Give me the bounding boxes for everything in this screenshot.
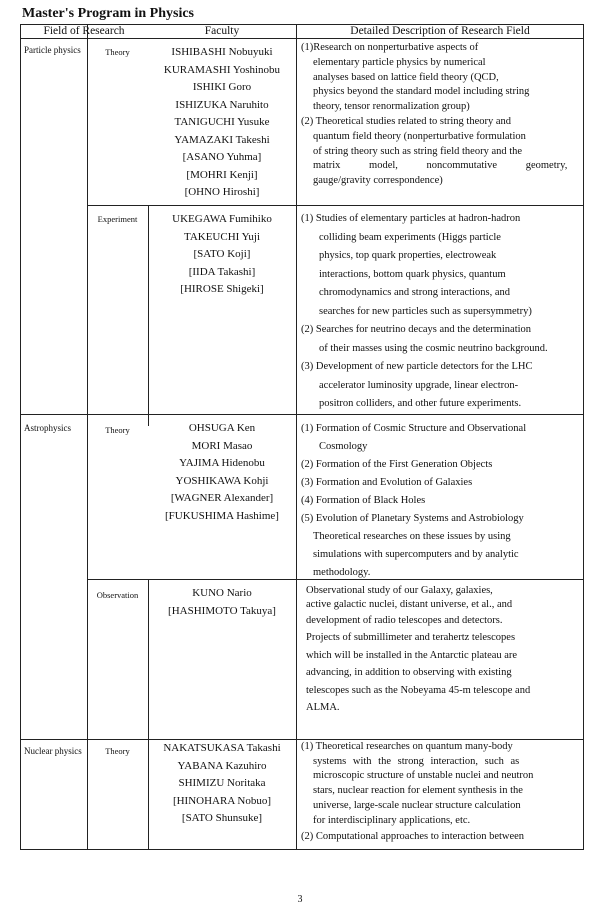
faculty-name: [HASHIMOTO Takuya] — [168, 604, 276, 617]
description-line: stars, nuclear reaction for element synthesis in the — [313, 785, 523, 797]
faculty-name: ISHIBASHI Nobuyuki — [171, 46, 273, 58]
faculty-list-nuclear-theory — [148, 740, 296, 828]
description-line: (3) Formation and Evolution of Galaxies — [301, 477, 473, 488]
description-line: (2) Searches for neutrino decays and the determination — [301, 324, 532, 335]
field-astrophysics: Astrophysics — [24, 423, 71, 433]
faculty-name: TANIGUCHI Yusuke — [174, 116, 270, 128]
faculty-name: YABANA Kazuhiro — [177, 759, 267, 772]
description-line: accelerator luminosity upgrade, linear electron- — [319, 379, 519, 391]
description-line: colliding beam experiments (Higgs particle — [319, 231, 501, 243]
faculty-name: [HIROSE Shigeki] — [180, 283, 264, 295]
faculty-name: [HINOHARA Nobuo] — [172, 794, 272, 807]
description-line: universe, large-scale nuclear structure calculation — [313, 799, 521, 811]
faculty-name: ISHIKI Goro — [192, 81, 252, 93]
document-title: Master's Program in Physics — [22, 6, 194, 21]
faculty-list-particle-experiment — [148, 211, 296, 299]
description-astro-observation — [306, 584, 582, 717]
description-line: physics beyond the standard model including string — [313, 86, 530, 98]
faculty-name: UKEGAWA Fumihiko — [172, 213, 272, 225]
header-field-of-research: Field of Research — [43, 25, 125, 37]
description-line: (1) Formation of Cosmic Structure and Observational — [301, 423, 527, 434]
description-nuclear-theory — [301, 740, 581, 845]
description-particle-theory — [301, 41, 581, 189]
description-line: (5) Evolution of Planetary Systems and Astrobiology — [301, 513, 524, 524]
faculty-name: [SATO Koji] — [193, 248, 251, 260]
faculty-name: [IIDA Takashi] — [188, 265, 256, 278]
subfield-astro-theory: Theory — [105, 425, 130, 435]
description-line: simulations with supercomputers and by analytic — [313, 549, 519, 560]
faculty-name: SHIMIZU Noritaka — [178, 777, 266, 789]
description-line: for interdisciplinary applications, etc. — [313, 814, 471, 826]
subfield-particle-experiment: Experiment — [97, 214, 138, 224]
header-description: Detailed Description of Research Field — [350, 25, 530, 37]
description-line: microscopic structure of unstable nuclei and neutron — [313, 770, 534, 782]
faculty-name: YAMAZAKI Takeshi — [174, 133, 270, 146]
description-line: elementary particle physics by numerical — [313, 56, 486, 68]
description-line: (4) Formation of Black Holes — [301, 495, 426, 506]
description-line: quantum field theory (nonperturbative formulation — [313, 130, 526, 142]
field-nuclear-physics: Nuclear physics — [24, 746, 82, 756]
table-border-left — [20, 24, 21, 850]
description-line: analyses based on lattice field theory (QCD, — [313, 71, 499, 83]
description-line: advancing, in addition to observing with existing — [306, 667, 512, 678]
description-line: theory, tensor renormalization group) — [313, 101, 470, 113]
description-line: methodology. — [313, 567, 371, 578]
faculty-list-particle-theory — [148, 44, 296, 202]
description-line: (3) Development of new particle detectors for the LHC — [301, 361, 533, 372]
description-line: (1) Studies of elementary particles at hadron-hadron — [301, 213, 521, 224]
field-particle-physics: Particle physics — [24, 45, 81, 55]
faculty-name: KURAMASHI Yoshinobu — [163, 63, 281, 76]
description-line: Cosmology — [319, 441, 368, 452]
row-divider — [87, 205, 584, 206]
description-line: (2) Formation of the First Generation Objects — [301, 459, 493, 470]
description-line: (1)Research on nonperturbative aspects of — [301, 42, 479, 53]
faculty-name: NAKATSUKASA Takashi — [163, 742, 281, 754]
description-line: of their masses using the cosmic neutrino background. — [319, 342, 548, 354]
faculty-name: ISHIZUKA Naruhito — [175, 98, 269, 111]
description-line: (1) Theoretical researches on quantum many-body — [301, 741, 513, 752]
description-line: Theoretical researches on these issues by using — [313, 531, 511, 542]
faculty-name: KUNO Nario — [192, 587, 252, 599]
subfield-particle-theory: Theory — [105, 47, 130, 57]
faculty-name: [FUKUSHIMA Hashime] — [165, 509, 279, 522]
description-line: physics, top quark properties, electroweak — [319, 250, 497, 261]
description-line: chromodynamics and strong interactions, and — [319, 287, 510, 298]
header-divider — [20, 38, 584, 39]
faculty-name: [ASANO Yuhma] — [182, 151, 262, 163]
description-line: systems with the strong interaction, such as — [313, 755, 520, 767]
description-line: active galactic nuclei, distant universe, et al., and — [306, 599, 513, 610]
description-line: of string theory such as string field theory and the — [313, 145, 523, 157]
research-table — [20, 24, 584, 850]
faculty-name: TAKEUCHI Yuji — [183, 230, 260, 243]
description-line: gauge/gravity correspondence) — [313, 175, 443, 187]
description-particle-experiment — [301, 210, 581, 414]
faculty-name: [WAGNER Alexander] — [170, 492, 274, 504]
page-number: 3 — [297, 894, 303, 905]
description-line: ALMA. — [306, 702, 340, 713]
table-border-bottom — [20, 849, 584, 850]
faculty-name: YAJIMA Hidenobu — [179, 457, 265, 469]
table-border-right — [583, 24, 584, 850]
description-line: (2) Computational approaches to interaction between — [301, 831, 525, 843]
description-line: searches for new particles such as supersymmetry) — [319, 305, 532, 317]
faculty-list-astro-observation — [148, 585, 296, 620]
faculty-list-astro-theory — [148, 420, 296, 525]
description-line: which will be installed in the Antarctic plateau are — [306, 649, 518, 661]
description-line: development of radio telescopes and detectors. — [306, 615, 503, 626]
description-line: Projects of submillimeter and terahertz telescopes — [306, 632, 516, 643]
column-divider-field — [87, 24, 88, 850]
faculty-name: [SATO Shunsuke] — [181, 812, 263, 824]
description-line: interactions, bottom quark physics, quantum — [319, 268, 506, 280]
description-line: Observational study of our Galaxy, galaxies, — [306, 585, 493, 596]
faculty-name: [OHNO Hiroshi] — [184, 186, 260, 198]
faculty-name: [MOHRI Kenji] — [186, 168, 258, 181]
description-line: telescopes such as the Nobeyama 45-m telescope and — [306, 684, 531, 696]
description-line: positron colliders, and other future experiments. — [319, 398, 522, 409]
faculty-name: YOSHIKAWA Kohji — [175, 474, 269, 487]
faculty-name: MORI Masao — [191, 439, 253, 452]
description-line: (2) Theoretical studies related to string theory and — [301, 115, 512, 127]
column-divider-faculty — [296, 24, 297, 850]
header-faculty: Faculty — [204, 25, 240, 37]
faculty-name: OHSUGA Ken — [188, 422, 256, 434]
description-line: matrix model, noncommutative geometry, — [313, 160, 568, 172]
description-astro-theory — [301, 420, 581, 582]
row-divider — [20, 414, 584, 415]
subfield-astro-observation: Observation — [96, 590, 139, 600]
subfield-nuclear-theory: Theory — [105, 746, 130, 756]
